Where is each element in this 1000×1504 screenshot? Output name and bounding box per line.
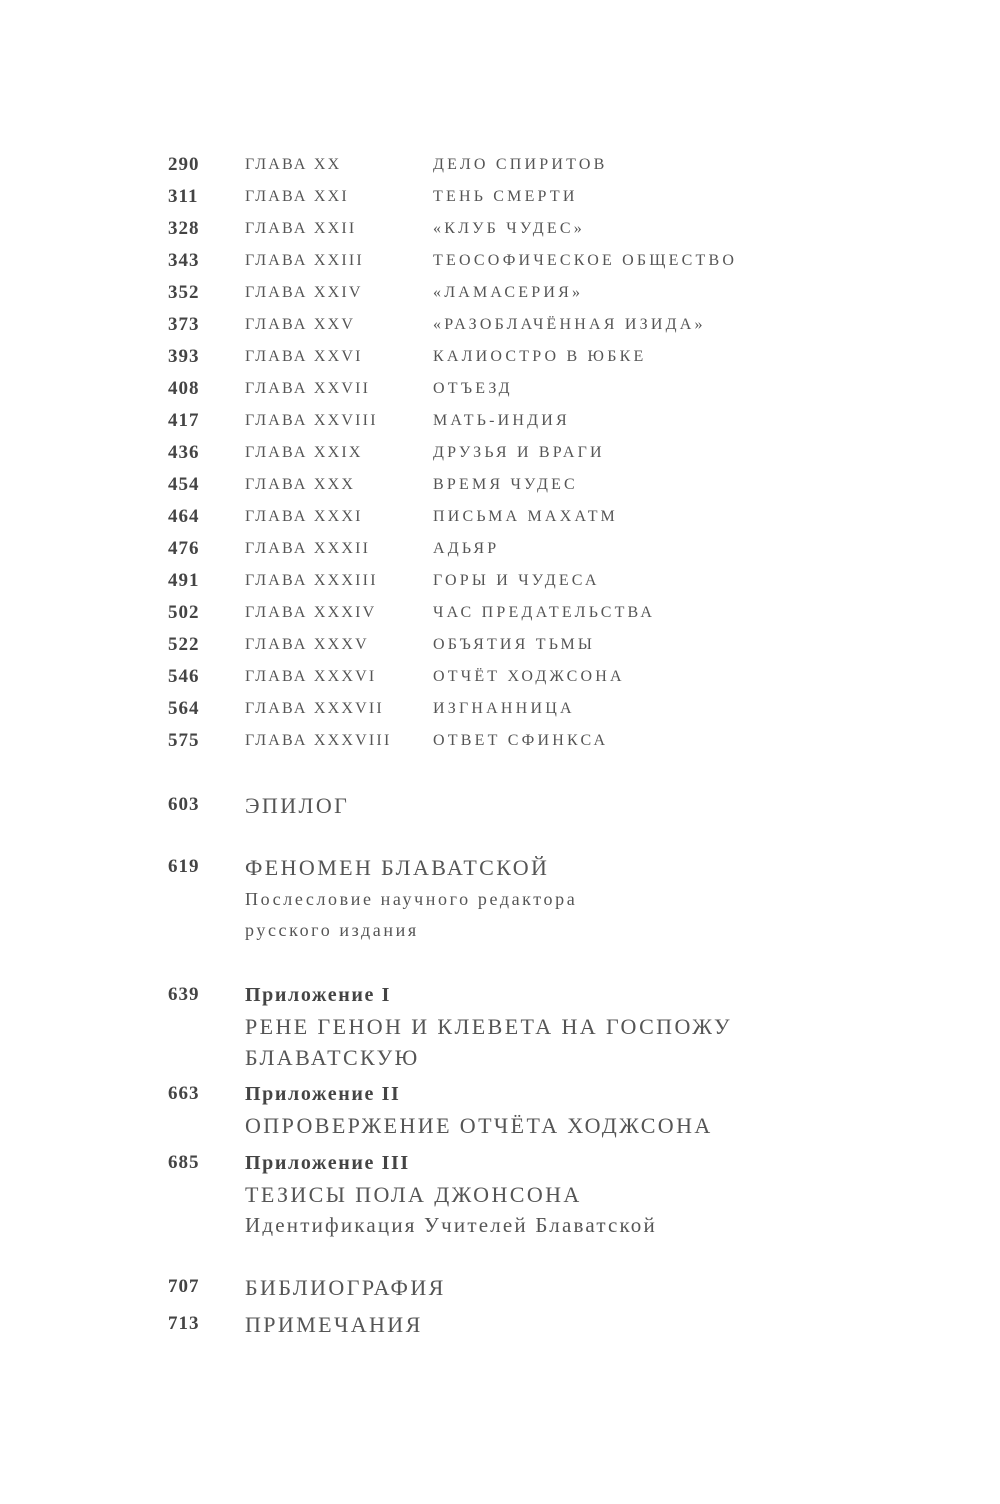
chapter-title: ДРУЗЬЯ И ВРАГИ [433,444,605,461]
page-number: 502 [168,602,200,623]
page-number: 707 [168,1276,200,1297]
chapter-title: «КЛУБ ЧУДЕС» [433,220,585,237]
chapter-number: ГЛАВА XXXI [245,508,363,525]
page-number: 491 [168,570,200,591]
page-number: 522 [168,634,200,655]
page-number: 663 [168,1083,200,1104]
chapter-title: ПИСЬМА МАХАТМ [433,508,618,525]
page-number: 603 [168,794,200,815]
page-number: 290 [168,154,200,175]
appendix-label: Приложение I [245,984,391,1006]
page-number: 476 [168,538,200,559]
appendix-title: ОПРОВЕРЖЕНИЕ ОТЧЁТА ХОДЖСОНА [245,1113,713,1138]
appendix-label: Приложение II [245,1083,401,1105]
chapter-number: ГЛАВА XXXIV [245,604,377,621]
section-subtitle: русского издания [245,920,419,940]
chapter-number: ГЛАВА XXXII [245,540,371,557]
chapter-number: ГЛАВА XXXVI [245,668,377,685]
chapter-title: ОБЪЯТИЯ ТЬМЫ [433,636,596,653]
chapter-title: ЧАС ПРЕДАТЕЛЬСТВА [433,604,656,621]
chapter-title: ТЕОСОФИЧЕСКОЕ ОБЩЕСТВО [433,252,738,269]
chapter-number: ГЛАВА XXIII [245,252,364,269]
chapter-title: ОТВЕТ СФИНКСА [433,732,609,749]
chapter-title: ОТЧЁТ ХОДЖСОНА [433,668,625,685]
chapter-number: ГЛАВА XXXVII [245,700,384,717]
chapter-title: «ЛАМАСЕРИЯ» [433,284,584,301]
chapter-number: ГЛАВА XXXIII [245,572,378,589]
page-number: 639 [168,984,200,1005]
page-number: 464 [168,506,200,527]
page-number: 546 [168,666,200,687]
page-number: 454 [168,474,200,495]
chapter-title: ОТЪЕЗД [433,380,513,397]
section-title: БИБЛИОГРАФИЯ [245,1275,446,1300]
chapter-number: ГЛАВА XXIV [245,284,363,301]
page-number: 408 [168,378,200,399]
page-number: 373 [168,314,200,335]
chapter-title: ИЗГНАННИЦА [433,700,575,717]
page-number: 619 [168,856,200,877]
appendix-label: Приложение III [245,1152,410,1174]
chapter-title: «РАЗОБЛАЧЁННАЯ ИЗИДА» [433,316,706,333]
page-number: 436 [168,442,200,463]
section-title: ПРИМЕЧАНИЯ [245,1312,423,1337]
chapter-number: ГЛАВА XXV [245,316,356,333]
chapter-number: ГЛАВА XXII [245,220,357,237]
page-number: 564 [168,698,200,719]
page-number: 352 [168,282,200,303]
chapter-number: ГЛАВА XX [245,156,342,173]
chapter-number: ГЛАВА XXX [245,476,356,493]
chapter-number: ГЛАВА XXVII [245,380,371,397]
chapter-title: МАТЬ-ИНДИЯ [433,412,570,429]
appendix-title: ТЕЗИСЫ ПОЛА ДЖОНСОНА [245,1182,582,1207]
appendix-title: РЕНЕ ГЕНОН И КЛЕВЕТА НА ГОСПОЖУ [245,1014,732,1039]
chapter-title: АДЬЯР [433,540,500,557]
chapter-title: КАЛИОСТРО В ЮБКЕ [433,348,647,365]
page-number: 311 [168,186,199,207]
page-number: 343 [168,250,200,271]
chapter-number: ГЛАВА XXXVIII [245,732,392,749]
section-title: ЭПИЛОГ [245,793,350,818]
page-number: 417 [168,410,200,431]
page-number: 713 [168,1313,200,1334]
chapter-number: ГЛАВА XXXV [245,636,369,653]
chapter-title: ВРЕМЯ ЧУДЕС [433,476,578,493]
page-number: 685 [168,1152,200,1173]
section-subtitle: Послесловие научного редактора [245,889,578,909]
chapter-number: ГЛАВА XXI [245,188,349,205]
appendix-title: БЛАВАТСКУЮ [245,1045,420,1070]
chapter-title: ДЕЛО СПИРИТОВ [433,156,608,173]
chapter-title: ТЕНЬ СМЕРТИ [433,188,578,205]
chapter-title: ГОРЫ И ЧУДЕСА [433,572,600,589]
section-title: ФЕНОМЕН БЛАВАТСКОЙ [245,855,550,880]
page-number: 393 [168,346,200,367]
page-number: 575 [168,730,200,751]
page-number: 328 [168,218,200,239]
chapter-number: ГЛАВА XXVIII [245,412,378,429]
chapter-number: ГЛАВА XXVI [245,348,363,365]
chapter-number: ГЛАВА XXIX [245,444,363,461]
appendix-subtitle: Идентификация Учителей Блаватской [245,1213,657,1237]
